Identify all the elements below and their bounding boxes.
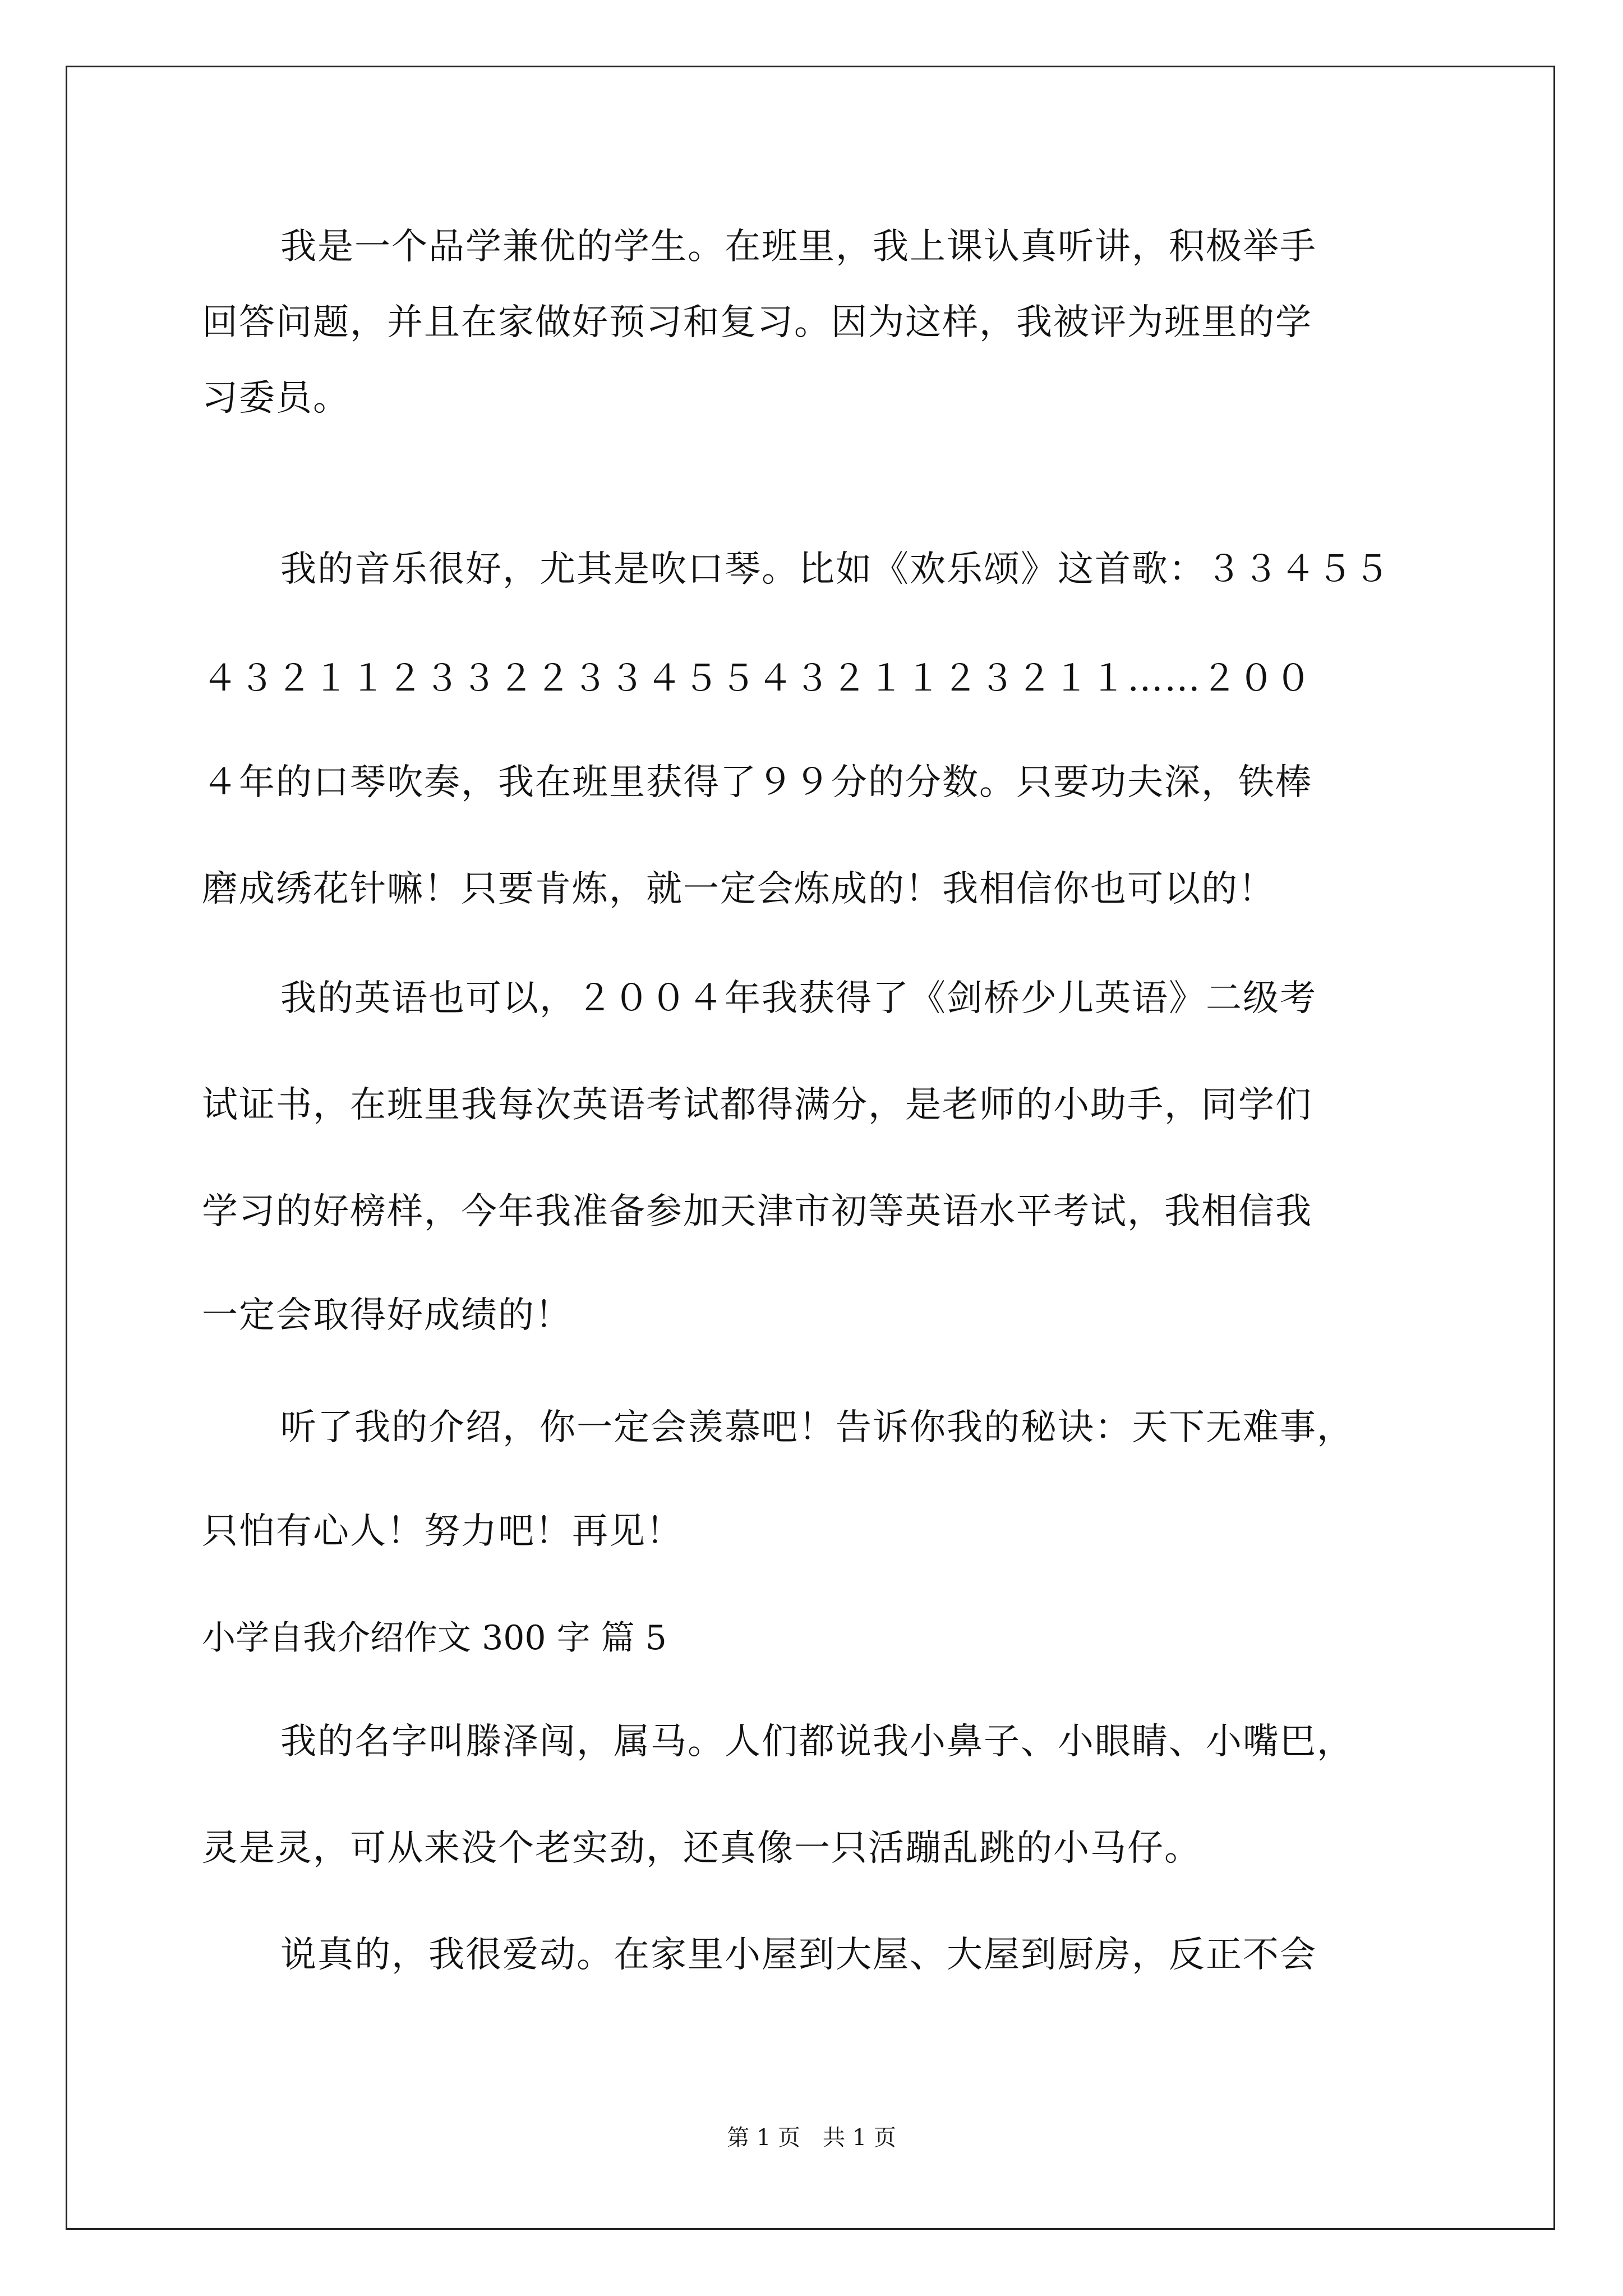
paragraph-2-line-3: ４年的口琴吹奏，我在班里获得了９９分的分数。只要功夫深，铁棒 <box>202 762 1312 803</box>
paragraph-1-line-2: 回答问题，并且在家做好预习和复习。因为这样，我被评为班里的学 <box>202 302 1312 343</box>
page-footer: 第 1 页 共 1 页 <box>727 2125 896 2151</box>
paragraph-6-line-1: 说真的，我很爱动。在家里小屋到大屋、大屋到厨房，反正不会 <box>280 1934 1317 1976</box>
paragraph-1-line-3: 习委员。 <box>202 378 350 419</box>
section-heading: 小学自我介绍作文 300 字 篇 5 <box>202 1618 667 1658</box>
paragraph-2-line-4: 磨成绣花针嘛！只要肯炼，就一定会炼成的！我相信你也可以的！ <box>202 868 1275 910</box>
paragraph-2-line-2: ４３２１１２３３２２３３４５５４３２１１２３２１１……２００ <box>202 658 1312 700</box>
paragraph-3-line-1: 我的英语也可以，２００４年我获得了《剑桥少儿英语》二级考 <box>280 978 1317 1019</box>
paragraph-3-line-4: 一定会取得好成绩的！ <box>202 1295 572 1336</box>
paragraph-1-line-1: 我是一个品学兼优的学生。在班里，我上课认真听讲，积极举手 <box>280 226 1317 268</box>
paragraph-4-line-2: 只怕有心人！努力吧！再见！ <box>202 1511 683 1552</box>
paragraph-4-line-1: 听了我的介绍，你一定会羡慕吧！告诉你我的秘诀：天下无难事， <box>280 1407 1354 1448</box>
paragraph-2-line-1: 我的音乐很好，尤其是吹口琴。比如《欢乐颂》这首歌：３３４５５ <box>280 549 1391 590</box>
paragraph-5-line-1: 我的名字叫滕泽闯，属马。人们都说我小鼻子、小眼睛、小嘴巴， <box>280 1721 1354 1763</box>
paragraph-5-line-2: 灵是灵，可从来没个老实劲，还真像一只活蹦乱跳的小马仔。 <box>202 1828 1201 1869</box>
paragraph-3-line-3: 学习的好榜样，今年我准备参加天津市初等英语水平考试，我相信我 <box>202 1191 1312 1232</box>
paragraph-3-line-2: 试证书，在班里我每次英语考试都得满分，是老师的小助手，同学们 <box>202 1084 1312 1126</box>
